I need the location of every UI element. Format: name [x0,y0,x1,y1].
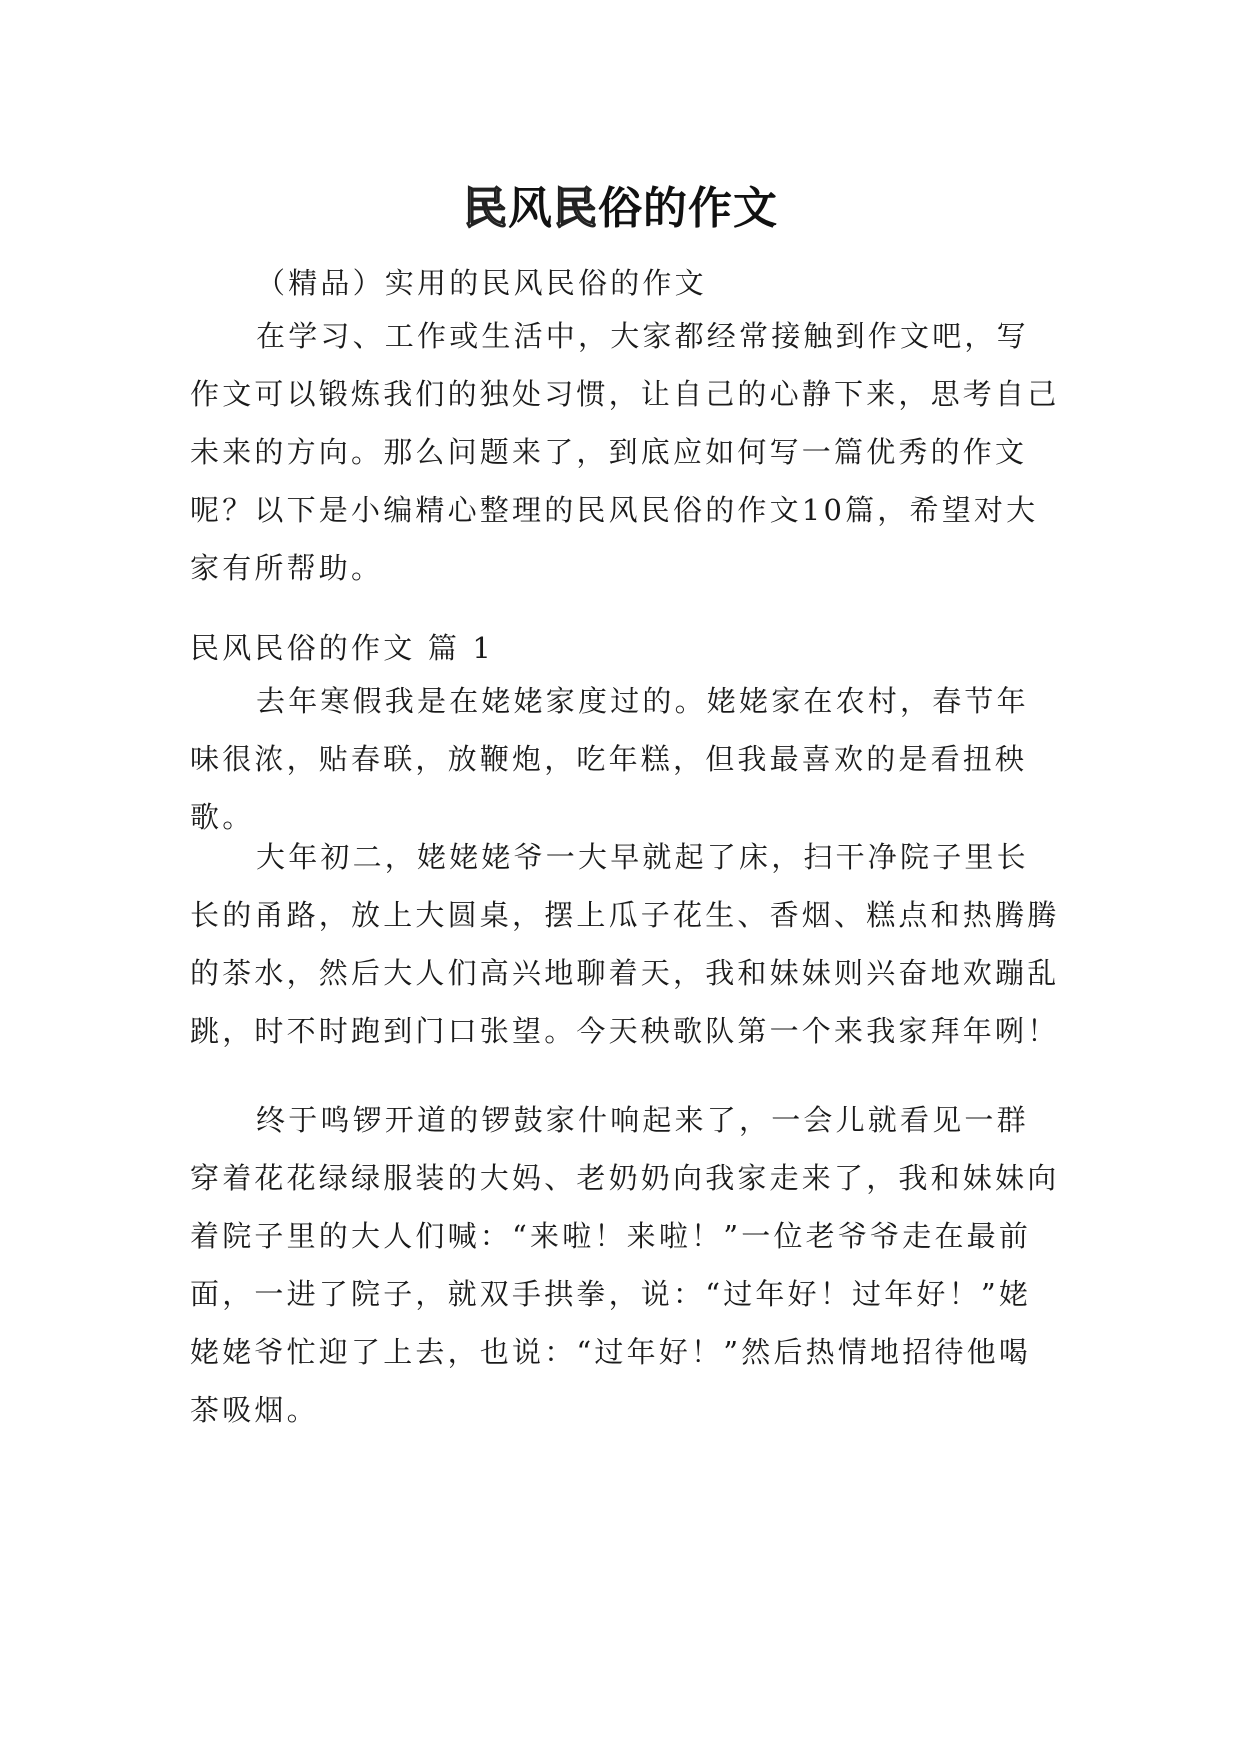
section-heading: 民风民俗的作文 篇 1 [190,631,495,665]
title-rest: 俗的作文 [598,183,778,235]
document-subtitle: （精品）实用的民风民俗的作文 [256,266,707,300]
body-paragraph-3: 终于鸣锣开道的锣鼓家什响起来了，一会儿就看见一群穿着花花绿绿服装的大妈、老奶奶向我家走来了，我和妹妹向着院子里的大人们喊：“来啦！来啦！”一位老爷爷走在最前面，一进了院子，就双手拱拳，说：“过年好！过年好！”姥姥姥爷忙迎了上去，也说：“过年好！”然后热情地招待他喝茶吸烟。 [190,1103,1060,1427]
title-char-min-2: 民 [553,183,598,235]
document-title [0,179,1241,239]
body-paragraph-2: 大年初二，姥姥姥爷一大早就起了床，扫干净院子里长长的甬路，放上大圆桌，摆上瓜子花生、香烟、糕点和热腾腾的茶水，然后大人们高兴地聊着天，我和妹妹则兴奋地欢蹦乱跳，时不时跑到门口张望。今天秧歌队第一个来我家拜年咧！ [190,840,1060,1048]
body-paragraph-1: 去年寒假我是在姥姥家度过的。姥姥家在农村，春节年味很浓，贴春联，放鞭炮，吃年糕，但我最喜欢的是看扭秧歌。 [190,684,1029,834]
intro-paragraph: 在学习、工作或生活中，大家都经常接触到作文吧，写作文可以锻炼我们的独处习惯，让自己的心静下来，思考自己未来的方向。那么问题来了，到底应如何写一篇优秀的作文呢？以下是小编精心整理的民风民俗的作文10篇，希望对大家有所帮助。 [190,319,1060,585]
title-char-min-1: 民 [463,183,508,235]
title-char-feng: 风 [508,183,553,235]
